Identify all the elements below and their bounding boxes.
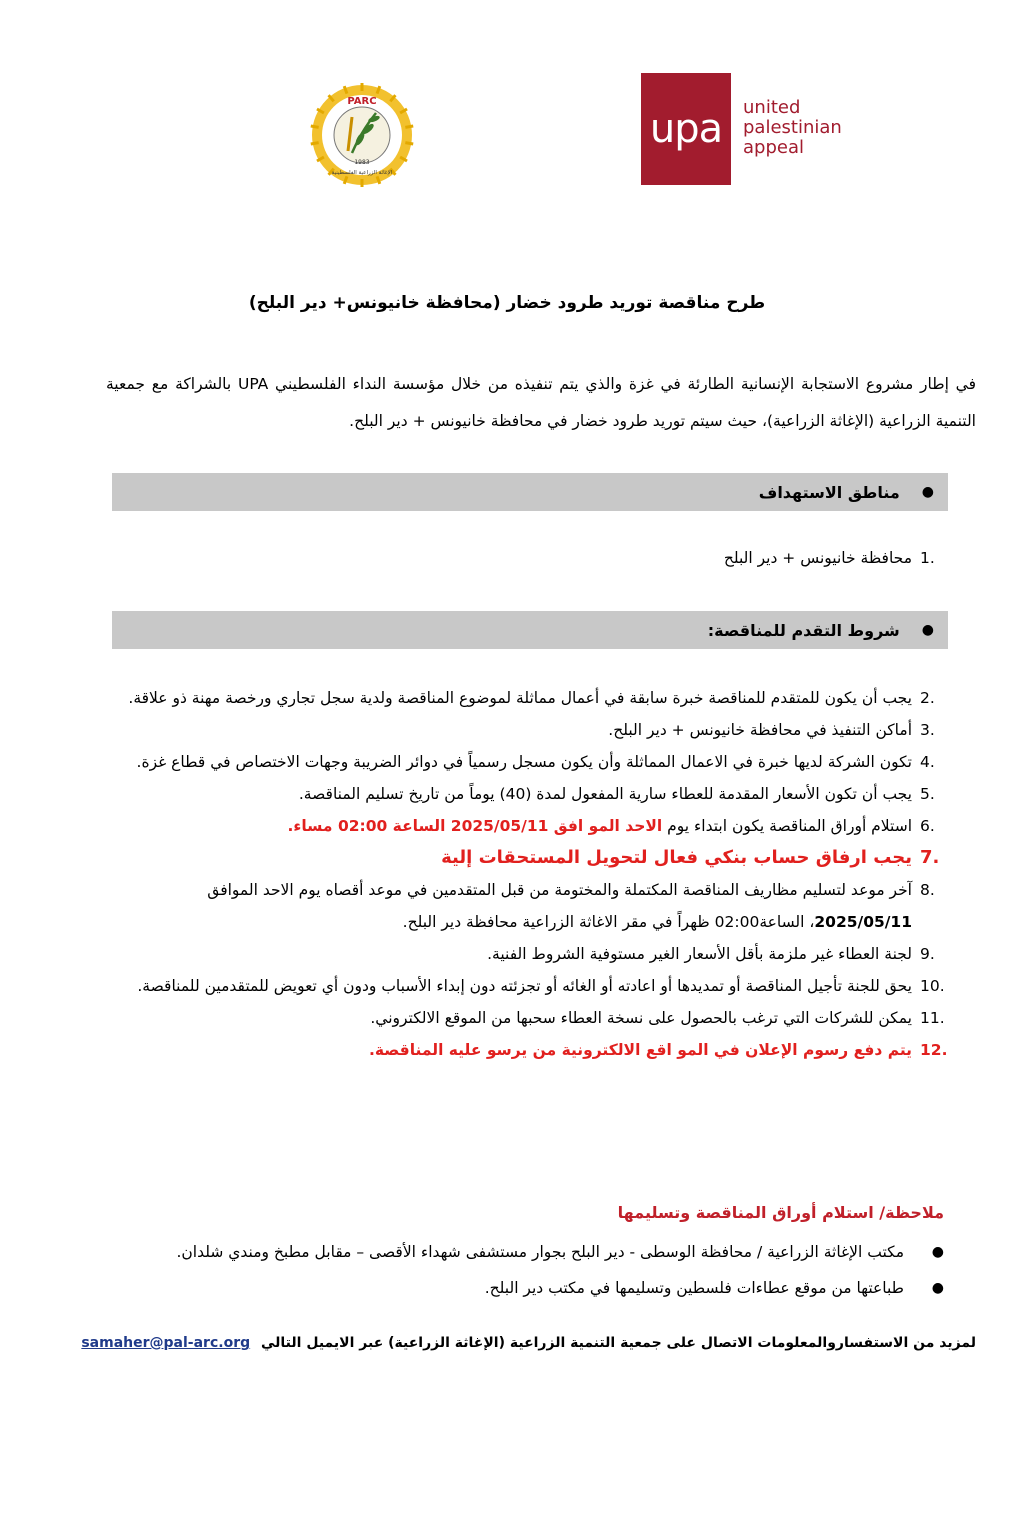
- contact-footer: [81, 1335, 976, 1351]
- list-item: 6. استلام أوراق المناقصة يكون ابتداء يوم الاحد المو افق 2025/05/11 الساعة 02:00 مساء.: [287, 817, 935, 835]
- list-item: 12. يتم دفع رسوم الإعلان في المو اقع الالكترونية من يرسو عليه المناقصة.: [369, 1041, 948, 1059]
- parc-logo: [298, 82, 426, 188]
- list-item: ● مكتب الإغاثة الزراعية / محافظة الوسطى - دير البلح بجوار مستشفى شهداء الأقصى – مقابل مطبخ ومندي شلدان.: [112, 1234, 944, 1270]
- upa-line-3: appeal: [743, 137, 804, 158]
- upa-logo-wordmark: [743, 98, 842, 158]
- highlight-date: الاحد المو افق 2025/05/11 الساعة 02:00 مساء.: [287, 817, 663, 835]
- list-item: 3. أماكن التنفيذ في محافظة خانيونس + دير البلح.: [608, 721, 935, 739]
- bullet-icon: ●: [921, 622, 934, 638]
- list-item: 2. يجب أن يكون للمتقدم للمناقصة خبرة سابقة في أعمال مماثلة لموضوع المناقصة ولدية سجل تجاري ورخصة مهنة ذو علاقة.: [128, 689, 935, 707]
- list-item: 4. تكون الشركة لديها خبرة في الاعمال المماثلة وأن يكون مسجل رسمياً في دوائر الضريبة وجهات الاختصاص في قطاع غزة.: [136, 753, 935, 771]
- list-item: 11. يمكن للشركات التي ترغب بالحصول على نسخة العطاء سحبها من الموقع الالكتروني.: [370, 1009, 945, 1027]
- bullet-icon: ●: [931, 1280, 944, 1296]
- bullet-icon: ●: [921, 484, 934, 500]
- intro-paragraph: في إطار مشروع الاستجابة الإنسانية الطارئة في غزة والذي يتم تنفيذه من خلال مؤسسة النداء الفلسطيني UPA بالشراكة مع جمعية التنمية الزراعية (الإغاثة الزراعية)، حيث سيتم توريد طرود خضار في محافظة خانيونس + دير البلح.: [106, 375, 976, 430]
- deadline-date: 2025/05/11: [814, 913, 912, 931]
- list-item: 1. محافظة خانيونس + دير البلح: [723, 549, 935, 567]
- bank-account-notice: يجب ارفاق حساب بنكي فعال لتحويل المستحقات إلية: [441, 847, 912, 868]
- upa-logo-mark-text: upa: [649, 106, 723, 152]
- page-title: طرح مناقصة توريد طرود خضار (محافظة خانيونس+ دير البلح): [248, 293, 766, 313]
- upa-line-1: united: [743, 97, 801, 118]
- list-item: 5. يجب أن تكون الأسعار المقدمة للعطاء سارية المفعول لمدة (40) يوماً من تاريخ تسليم المناقصة.: [298, 785, 935, 803]
- parc-logo-year: 1983: [354, 159, 370, 166]
- upa-line-2: palestinian: [743, 117, 842, 138]
- email-link[interactable]: samaher@pal-arc.org: [81, 1335, 251, 1351]
- list-item: 8. آخر موعد لتسليم مظاريف المناقصة المكتملة والمختومة من قبل المتقدمين في موعد أقصاه يوم الاحد الموافق 2025/05/11، الساعة02:00 ظهراً في مقر الاغاثة الزراعية محافظة دير البلح.: [207, 881, 935, 931]
- parc-logo-text: PARC: [347, 96, 377, 107]
- upa-logo-mark: [641, 73, 731, 185]
- list-item: 10. يحق للجنة تأجيل المناقصة أو تمديدها أو اعادته أو الغائه أو تجزئته دون إبداء الأسباب ودون أي تعويض للمتقدمين للمناقصة.: [137, 977, 945, 995]
- section-target-areas-heading: [112, 473, 948, 511]
- section-heading-text: شروط التقدم للمناقصة:: [707, 620, 900, 640]
- note-bullets: [112, 1234, 944, 1306]
- list-item: ● طباعتها من موقع عطاءات فلسطين وتسليمها في مكتب دير البلح.: [112, 1270, 944, 1306]
- target-areas-list: [112, 542, 948, 574]
- section-conditions-heading: [112, 611, 948, 649]
- list-item: 9. لجنة العطاء غير ملزمة بأقل الأسعار الغير مستوفية الشروط الفنية.: [487, 945, 935, 963]
- bullet-icon: ●: [931, 1244, 944, 1260]
- conditions-list: [112, 682, 948, 1066]
- note-title: ملاحظة/ استلام أوراق المناقصة وتسليمها: [617, 1203, 944, 1222]
- list-item: 7. يجب ارفاق حساب بنكي فعال لتحويل المستحقات إلية: [441, 847, 940, 868]
- parc-logo-arabic: الإغاثة الزراعية الفلسطينية: [331, 170, 393, 176]
- ad-fees-notice: يتم دفع رسوم الإعلان في المو اقع الالكترونية من يرسو عليه المناقصة.: [369, 1041, 912, 1059]
- section-heading-text: مناطق الاستهداف: [758, 482, 900, 502]
- contact-text: لمزيد من الاستفساروالمعلومات الاتصال على جمعية التنمية الزراعية (الإغاثة الزراعية) عبر الايميل التالي: [261, 1335, 976, 1351]
